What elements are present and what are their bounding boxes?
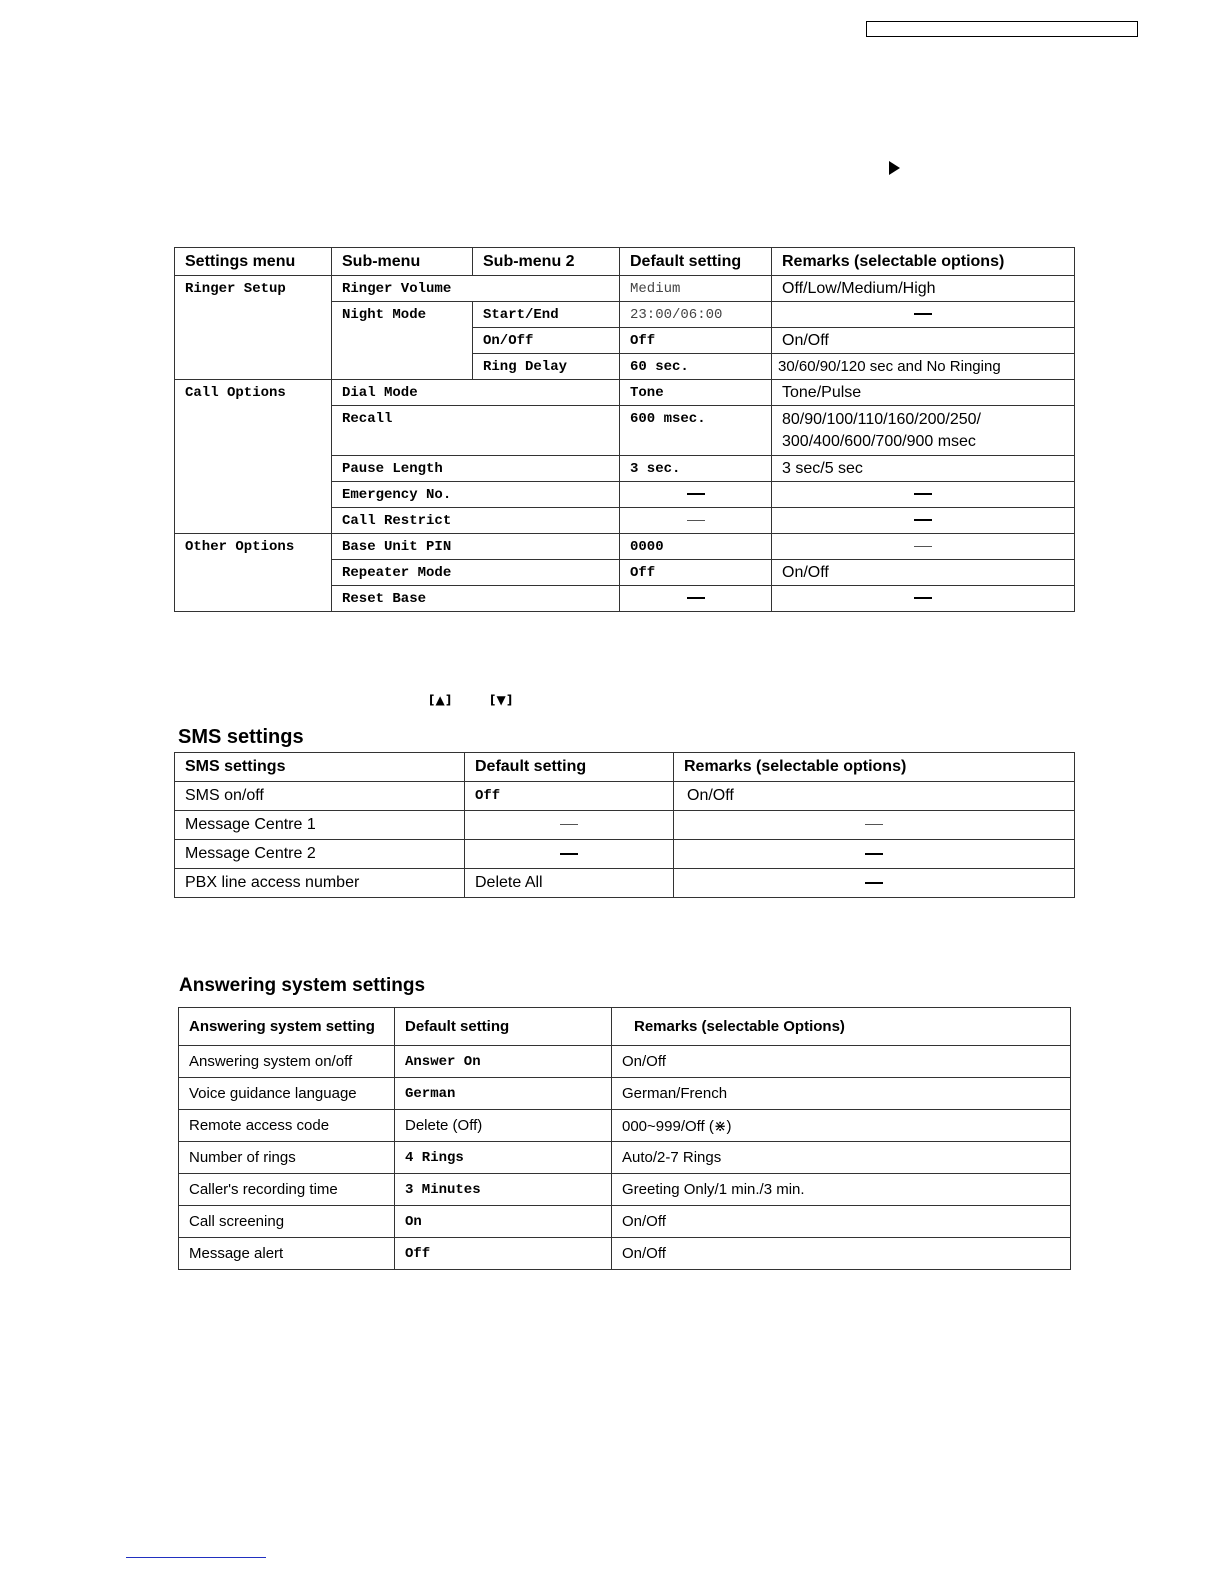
default-value: Off bbox=[465, 782, 674, 811]
dash-icon bbox=[560, 824, 578, 825]
footer-link-line bbox=[126, 1557, 266, 1558]
remarks-value: On/Off bbox=[612, 1238, 1071, 1270]
menu-other-options: Other Options bbox=[175, 534, 332, 612]
remarks-none bbox=[674, 811, 1075, 840]
default-value: 0000 bbox=[620, 534, 772, 560]
remarks-value: On/Off bbox=[772, 328, 1075, 354]
default-value: On bbox=[395, 1206, 612, 1238]
remarks-line: 80/90/100/110/160/200/250/ bbox=[782, 410, 981, 428]
dash-icon bbox=[865, 882, 883, 884]
submenu-repeater-mode: Repeater Mode bbox=[332, 560, 620, 586]
menu-call-options: Call Options bbox=[175, 380, 332, 534]
answering-section-title: Answering system settings bbox=[179, 975, 426, 996]
sms-setting-name: Message Centre 2 bbox=[175, 840, 465, 869]
dash-icon bbox=[687, 493, 705, 495]
table-row bbox=[179, 1142, 1071, 1174]
remarks-none bbox=[772, 482, 1075, 508]
default-none bbox=[620, 482, 772, 508]
dash-icon bbox=[865, 824, 883, 825]
down-key-icon: [▼] bbox=[490, 693, 514, 707]
default-value: 3 sec. bbox=[620, 456, 772, 482]
default-value: Tone bbox=[620, 380, 772, 406]
play-arrow-icon bbox=[889, 161, 900, 175]
remarks-value: On/Off bbox=[612, 1206, 1071, 1238]
table-row bbox=[179, 1046, 1071, 1078]
remarks-value: 30/60/90/120 sec and No Ringing bbox=[772, 354, 1075, 380]
answering-setting-name: Message alert bbox=[179, 1238, 395, 1270]
submenu2-on-off: On/Off bbox=[473, 328, 620, 354]
dash-icon bbox=[687, 520, 705, 521]
table-header-row bbox=[179, 1008, 1071, 1046]
dash-icon bbox=[914, 546, 932, 547]
table-row bbox=[175, 276, 1075, 302]
answering-setting-name: Voice guidance language bbox=[179, 1078, 395, 1110]
remarks-line: 300/400/600/700/900 msec bbox=[782, 432, 976, 450]
default-value: Answer On bbox=[395, 1046, 612, 1078]
up-key-icon: [▲] bbox=[429, 693, 453, 707]
header-box bbox=[866, 21, 1138, 37]
default-none bbox=[465, 840, 674, 869]
table-row bbox=[179, 1078, 1071, 1110]
dash-icon bbox=[914, 493, 932, 495]
dash-icon bbox=[687, 597, 705, 599]
answering-setting-name: Caller's recording time bbox=[179, 1174, 395, 1206]
column-header: Remarks (selectable Options) bbox=[612, 1008, 1071, 1046]
table-row bbox=[179, 1174, 1071, 1206]
column-header: Default setting bbox=[395, 1008, 612, 1046]
table-row bbox=[175, 869, 1075, 898]
table-row bbox=[179, 1206, 1071, 1238]
default-value: 4 Rings bbox=[395, 1142, 612, 1174]
menu-ringer-setup: Ringer Setup bbox=[175, 276, 332, 380]
remarks-none bbox=[772, 508, 1075, 534]
column-header: Remarks (selectable options) bbox=[674, 753, 1075, 782]
column-header: SMS settings bbox=[175, 753, 465, 782]
default-value: 600 msec. bbox=[620, 406, 772, 456]
submenu-emergency-no: Emergency No. bbox=[332, 482, 620, 508]
column-header: Remarks (selectable options) bbox=[772, 248, 1075, 276]
base-settings-table bbox=[174, 247, 1075, 612]
default-value: Off bbox=[395, 1238, 612, 1270]
submenu2-ring-delay: Ring Delay bbox=[473, 354, 620, 380]
table-row bbox=[175, 534, 1075, 560]
remarks-value: 000~999/Off (⋇) bbox=[612, 1110, 1071, 1142]
default-none bbox=[465, 811, 674, 840]
dash-icon bbox=[865, 853, 883, 855]
dash-icon bbox=[914, 313, 932, 315]
table-header-row bbox=[175, 753, 1075, 782]
remarks-value: German/French bbox=[612, 1078, 1071, 1110]
column-header: Default setting bbox=[620, 248, 772, 276]
column-header: Sub-menu bbox=[332, 248, 473, 276]
submenu2-start-end: Start/End bbox=[473, 302, 620, 328]
default-value: 3 Minutes bbox=[395, 1174, 612, 1206]
default-none bbox=[620, 586, 772, 612]
answering-setting-name: Number of rings bbox=[179, 1142, 395, 1174]
submenu-base-unit-pin: Base Unit PIN bbox=[332, 534, 620, 560]
remarks-value: Auto/2-7 Rings bbox=[612, 1142, 1071, 1174]
answering-settings-table bbox=[178, 1007, 1071, 1270]
remarks-none bbox=[674, 869, 1075, 898]
submenu-ringer-volume: Ringer Volume bbox=[332, 276, 620, 302]
dash-icon bbox=[914, 519, 932, 521]
default-value: 60 sec. bbox=[620, 354, 772, 380]
sms-settings-table bbox=[174, 752, 1075, 898]
column-header: Settings menu bbox=[175, 248, 332, 276]
table-row bbox=[175, 782, 1075, 811]
default-none bbox=[620, 508, 772, 534]
table-row bbox=[175, 811, 1075, 840]
remarks-none bbox=[772, 302, 1075, 328]
remarks-value: On/Off bbox=[674, 782, 1075, 811]
sms-setting-name: SMS on/off bbox=[175, 782, 465, 811]
remarks-value: Greeting Only/1 min./3 min. bbox=[612, 1174, 1071, 1206]
remarks-none bbox=[674, 840, 1075, 869]
sms-section-title: SMS settings bbox=[178, 726, 304, 748]
default-value: Medium bbox=[620, 276, 772, 302]
default-value: 23:00/06:00 bbox=[620, 302, 772, 328]
answering-setting-name: Call screening bbox=[179, 1206, 395, 1238]
dash-icon bbox=[560, 853, 578, 855]
dash-icon bbox=[914, 597, 932, 599]
remarks-value: 3 sec/5 sec bbox=[772, 456, 1075, 482]
column-header: Sub-menu 2 bbox=[473, 248, 620, 276]
remarks-value: On/Off bbox=[612, 1046, 1071, 1078]
remarks-none bbox=[772, 534, 1075, 560]
remarks-value: Off/Low/Medium/High bbox=[772, 276, 1075, 302]
answering-setting-name: Remote access code bbox=[179, 1110, 395, 1142]
submenu-night-mode: Night Mode bbox=[332, 302, 473, 380]
sms-setting-name: Message Centre 1 bbox=[175, 811, 465, 840]
table-row bbox=[179, 1110, 1071, 1142]
column-header: Default setting bbox=[465, 753, 674, 782]
table-row bbox=[179, 1238, 1071, 1270]
default-value: Delete (Off) bbox=[395, 1110, 612, 1142]
remarks-value bbox=[772, 406, 1075, 456]
table-header-row bbox=[175, 248, 1075, 276]
column-header: Answering system setting bbox=[179, 1008, 395, 1046]
remarks-value: On/Off bbox=[772, 560, 1075, 586]
submenu-call-restrict: Call Restrict bbox=[332, 508, 620, 534]
answering-setting-name: Answering system on/off bbox=[179, 1046, 395, 1078]
table-row bbox=[175, 380, 1075, 406]
remarks-value: Tone/Pulse bbox=[772, 380, 1075, 406]
submenu-dial-mode: Dial Mode bbox=[332, 380, 620, 406]
remarks-none bbox=[772, 586, 1075, 612]
sms-setting-name: PBX line access number bbox=[175, 869, 465, 898]
submenu-pause-length: Pause Length bbox=[332, 456, 620, 482]
default-value: Off bbox=[620, 328, 772, 354]
submenu-reset-base: Reset Base bbox=[332, 586, 620, 612]
submenu-recall: Recall bbox=[332, 406, 620, 456]
default-value: German bbox=[395, 1078, 612, 1110]
default-value: Delete All bbox=[465, 869, 674, 898]
table-row bbox=[175, 840, 1075, 869]
default-value: Off bbox=[620, 560, 772, 586]
